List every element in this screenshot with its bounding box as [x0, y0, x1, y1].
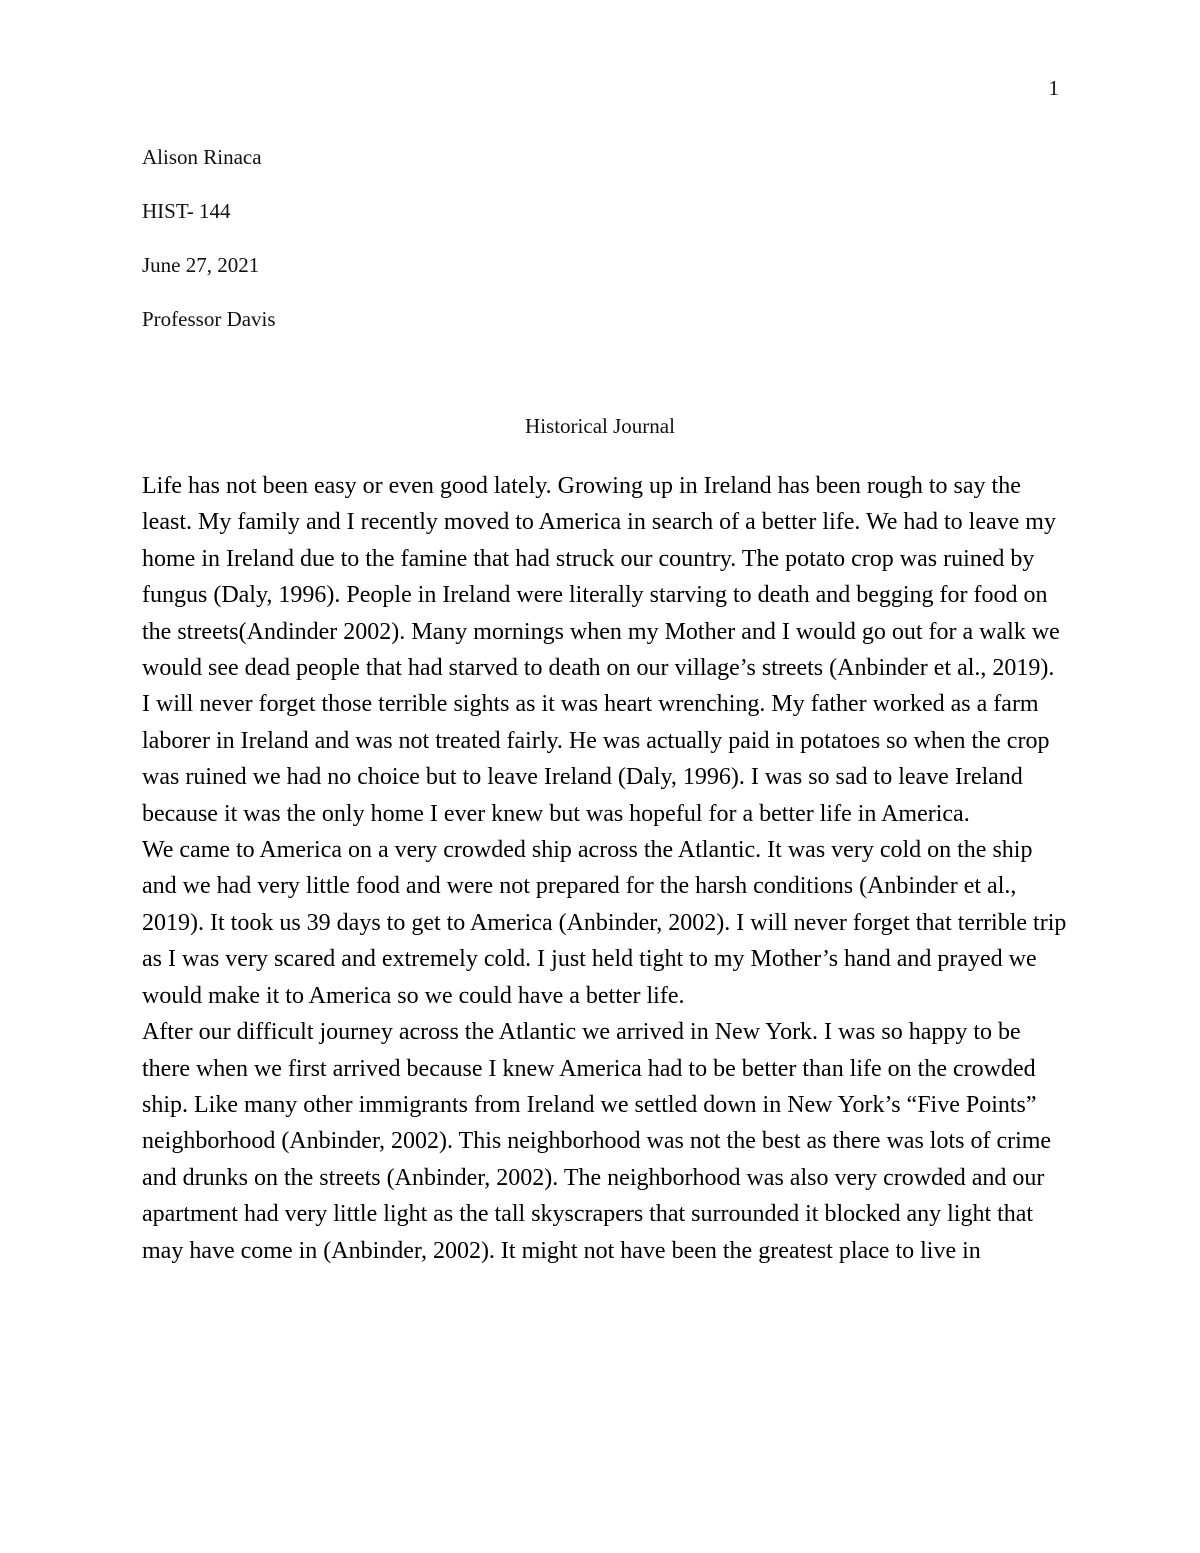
header-block — [142, 143, 742, 359]
paragraph-new-york: After our difficult journey across the Atlantic we arrived in New York. I was so happy to be there when we first arrived because I knew America had to be better than life on the crowded ship. Like many other immigrants from Ireland we settled down in New York’s “Five Points” neighborhood (Anbinder, 2002). This neighborhood was not the best as there was lots of crime and drunks on the streets (Anbinder, 2002). The neighborhood was also very crowded and our apartment had very little light as the tall skyscrapers that surrounded it blocked any light that may have come in (Anbinder, 2002). It might not have been the greatest place to live in — [142, 1019, 1052, 1264]
paragraph-voyage: We came to America on a very crowded ship across the Atlantic. It was very cold on the ship and we had very little food and were not prepared for the harsh conditions (Anbinder et al., 2019). It took us 39 days to get to America (Anbinder, 2002). I will never forget that terrible trip as I was very scared and extremely cold. I just held tight to my Mother’s hand and prayed we would make it to America so we could have a better life. — [142, 837, 1067, 1009]
document-title: Historical Journal — [525, 414, 675, 438]
course-code: HIST- 144 — [142, 199, 231, 223]
paragraph-famine: Life has not been easy or even good lately. Growing up in Ireland has been rough to say the least. My family and I recently moved to America in search of a better life. We had to leave my home in Ireland due to the famine that had struck our country. The potato crop was ruined by fungus (Daly, 1996). People in Ireland were literally starving to death and begging for food on the streets(Andinder 2002). Many mornings when my Mother and I would go out for a walk we would see dead people that had starved to death on our village’s streets (Anbinder et al., 2019). I will never forget those terrible sights as it was heart wrenching. My father worked as a farm laborer in Ireland and was not treated fairly. He was actually paid in potatoes so when the crop was ruined we had no choice but to leave Ireland (Daly, 1996). I was so sad to leave Ireland because it was the only home I ever knew but was hopeful for a better life in America. — [142, 473, 1060, 827]
author-name: Alison Rinaca — [142, 145, 262, 169]
submission-date: June 27, 2021 — [142, 253, 260, 277]
body-text — [142, 468, 1067, 1269]
page-number: 1 — [1048, 76, 1059, 100]
professor-name: Professor Davis — [142, 307, 276, 331]
